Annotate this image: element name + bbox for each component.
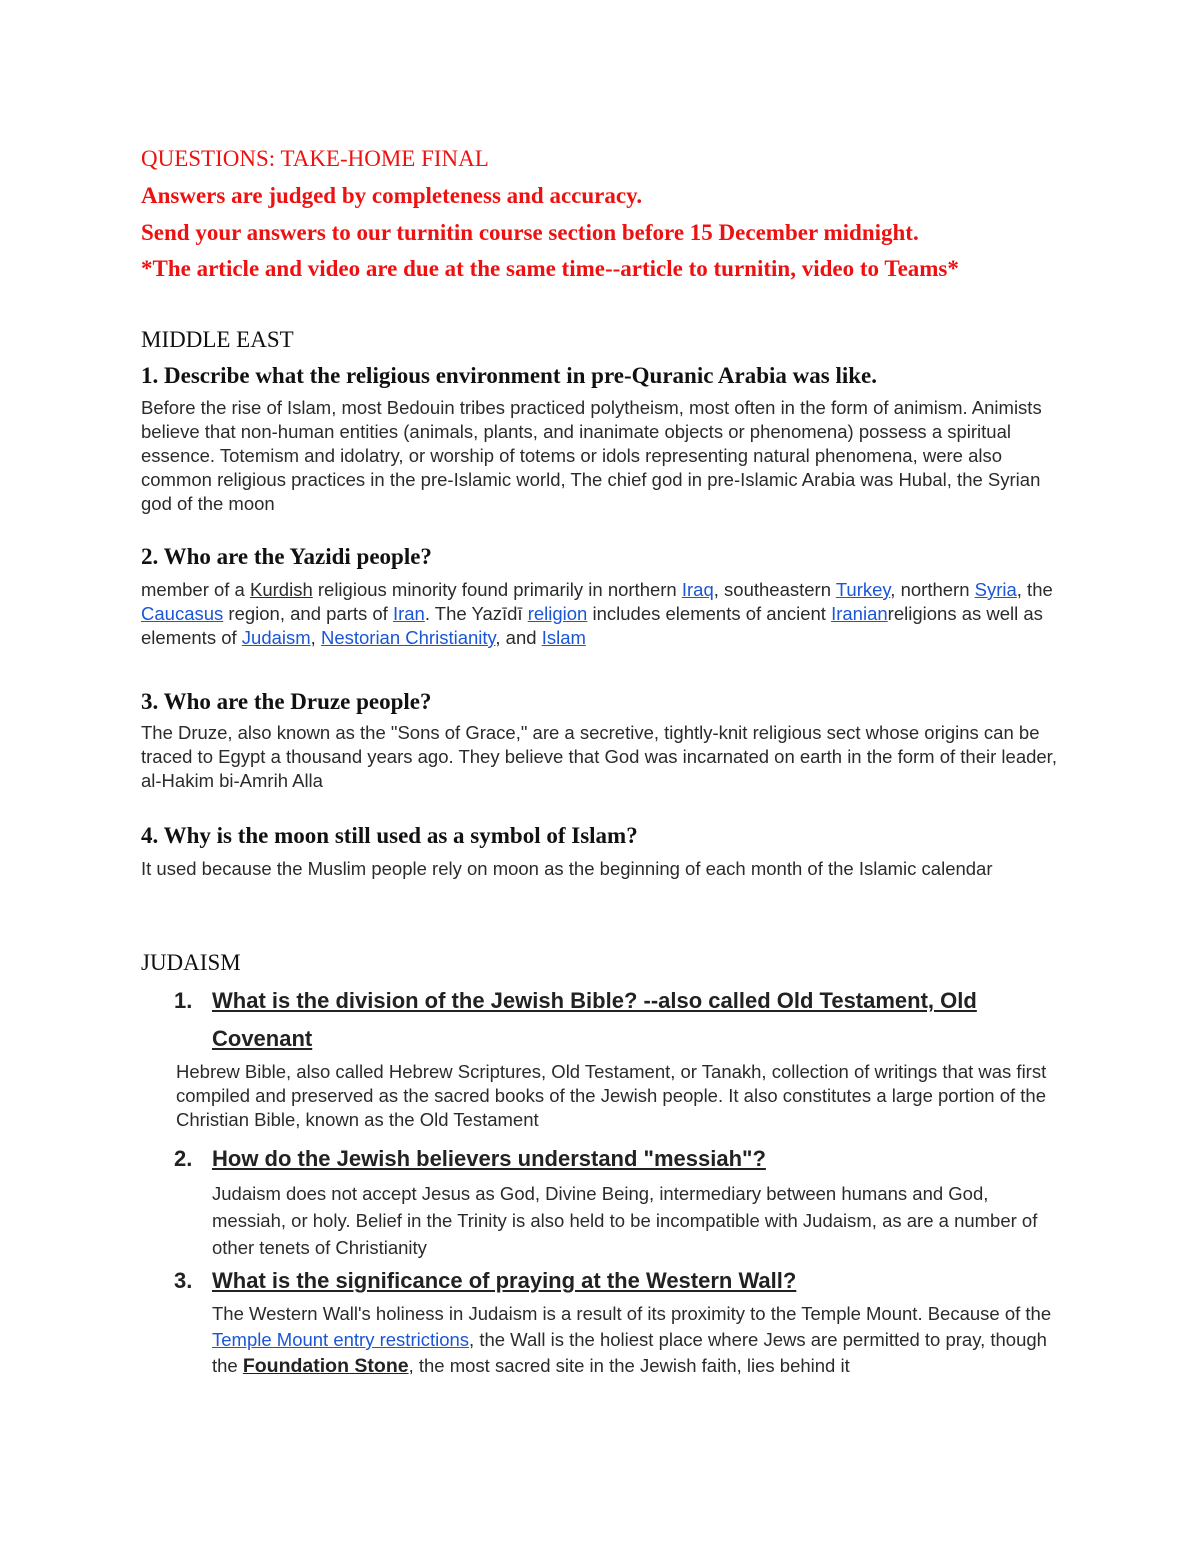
religion-link[interactable]: religion	[527, 603, 588, 624]
header-note-submission: Send your answers to our turnitin course section before 15 December midnight.	[141, 220, 919, 245]
question-me-2: 2. Who are the Yazidi people?	[141, 544, 432, 569]
foundation-stone-text: Foundation Stone	[242, 1355, 409, 1377]
caucasus-link[interactable]: Caucasus	[141, 603, 224, 624]
answer-ju-3: The Western Wall's holiness in Judaism is a result of its proximity to the Temple Mount. Because of the Temple Mount entry restrictions, the Wall is the holiest place where Jews are permitted to pray, though the Foundation Stone, the most sacred site in the Jewish faith, lies behind it	[212, 1303, 1052, 1377]
answer-me-3: The Druze, also known as the "Sons of Grace," are a secretive, tightly-knit religious sect whose origins can be traced to Egypt a thousand years ago. They believe that God was incarnated on earth in the form of their leader, al-Hakim bi-Amrih Alla	[141, 722, 1057, 791]
iraq-link[interactable]: Iraq	[681, 579, 714, 600]
doc-title: QUESTIONS: TAKE-HOME FINAL	[141, 146, 489, 171]
temple-mount-link[interactable]: Temple Mount entry restrictions	[212, 1329, 470, 1350]
answer-ju-2: Judaism does not accept Jesus as God, Divine Being, intermediary between humans and God, messiah, or holy. Belief in the Trinity is also held to be incompatible with Judaism, as are a number of other tenets of Christianity	[212, 1183, 1038, 1258]
section-title-middle-east: MIDDLE EAST	[141, 327, 294, 352]
section-title-judaism: JUDAISM	[141, 950, 241, 975]
header-note-due: *The article and video are due at the same time--article to turnitin, video to Teams*	[141, 256, 959, 281]
iranian-link[interactable]: Iranian	[831, 603, 888, 624]
answer-me-2: member of a Kurdish religious minority found primarily in northern Iraq, southeastern Turkey, northern Syria, the Caucasus region, and parts of Iran. The Yazīdī religion includes elements of ancient Iranianreligions as well as elements of Judaism, Nestorian Christianity, and Islam	[141, 579, 1053, 648]
answer-me-1: Before the rise of Islam, most Bedouin tribes practiced polytheism, most often in the form of animism. Animists believe that non-human entities (animals, plants, and inanimate objects or phenomena) possess a spiritual essence. Totemism and idolatry, or worship of totems or idols representing natural phenomena, were also common religious practices in the pre-Islamic world, The chief god in pre-Islamic Arabia was Hubal, the Syrian god of the moon	[141, 397, 1042, 514]
nestorian-christianity-link[interactable]: Nestorian Christianity	[320, 627, 496, 648]
header-note-grading: Answers are judged by completeness and accuracy.	[141, 183, 643, 208]
answer-ju-1: Hebrew Bible, also called Hebrew Scriptures, Old Testament, or Tanakh, collection of writings that was first compiled and preserved as the sacred books of the Jewish people. It also constitutes a large portion of the Christian Bible, known as the Old Testament	[176, 1061, 1047, 1130]
question-me-3: 3. Who are the Druze people?	[141, 689, 432, 714]
turkey-link[interactable]: Turkey	[835, 579, 891, 600]
kurdish-link[interactable]: Kurdish	[250, 579, 313, 600]
syria-link[interactable]: Syria	[974, 579, 1017, 600]
list-number: 3.	[174, 1268, 193, 1293]
answer-me-4: It used because the Muslim people rely on moon as the beginning of each month of the Islamic calendar	[141, 858, 993, 879]
list-number: 2.	[174, 1146, 193, 1171]
question-ju-3: 3. What is the significance of praying at the Western Wall?	[212, 1262, 1042, 1300]
question-ju-1: 1. What is the division of the Jewish Bible? --also called Old Testament, Old Covenant	[212, 982, 1042, 1058]
list-number: 1.	[174, 988, 193, 1013]
question-me-1: 1. Describe what the religious environment in pre-Quranic Arabia was like.	[141, 363, 877, 388]
iran-link[interactable]: Iran	[392, 603, 425, 624]
question-me-4: 4. Why is the moon still used as a symbol of Islam?	[141, 823, 638, 848]
islam-link[interactable]: Islam	[541, 627, 586, 648]
judaism-link[interactable]: Judaism	[241, 627, 311, 648]
question-ju-2: 2. How do the Jewish believers understand "messiah"?	[212, 1140, 1042, 1178]
